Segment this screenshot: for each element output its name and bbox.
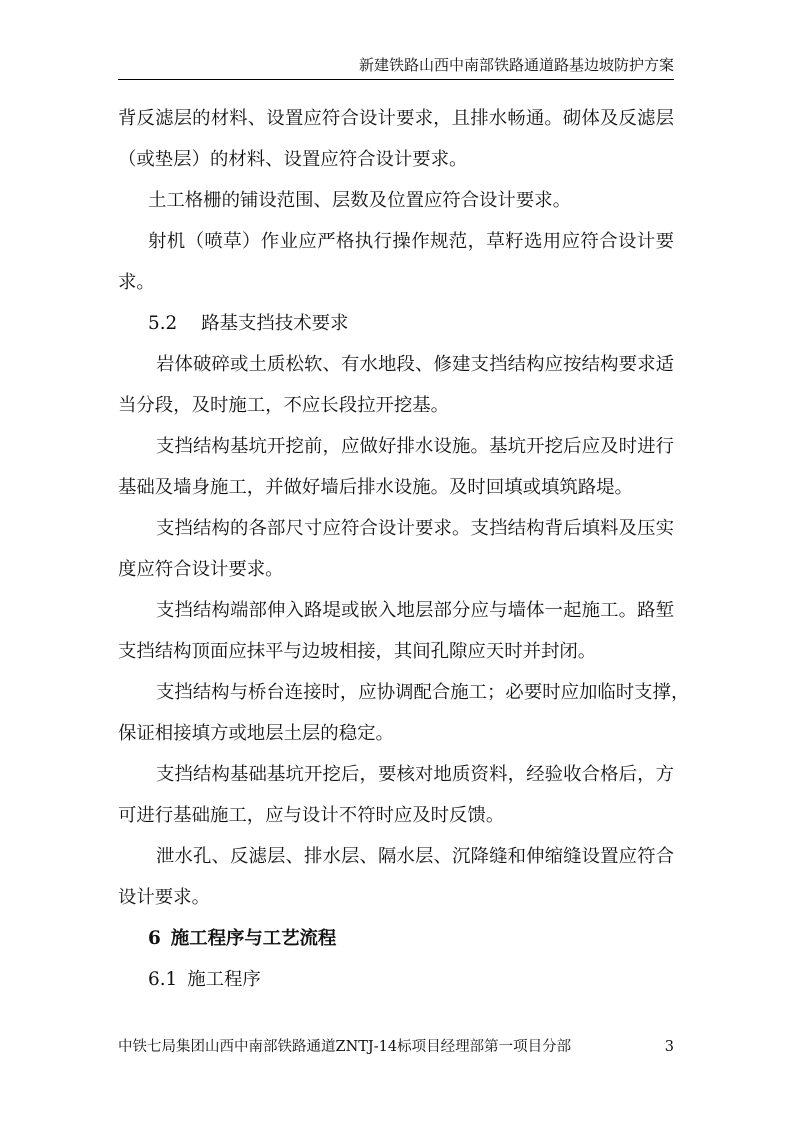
paragraph-line: 基础及墙身施工，并做好墙后排水设施。及时回填或填筑路堤。 — [118, 477, 633, 498]
header-rule — [118, 79, 674, 80]
section-title: 施工程序 — [187, 969, 261, 990]
paragraph-line: 支挡结构基坑开挖前，应做好排水设施。基坑开挖后应及时进行 — [156, 436, 674, 457]
document-body — [118, 98, 690, 1000]
paragraph-line: 支挡结构顶面应抹平与边坡相接，其间孔隙应天时并封闭。 — [118, 641, 597, 662]
paragraph-line: 岩体破碎或土质松软、有水地段、修建支挡结构应按结构要求适 — [156, 354, 674, 375]
paragraph-line: （或垫层）的材料、设置应符合设计要求。 — [118, 149, 468, 170]
section-number: 6.1 — [148, 969, 178, 990]
paragraph-line: 背反滤层的材料、设置应符合设计要求，且排水畅通。砌体及反滤层 — [118, 108, 674, 129]
paragraph-line: 射机（喷草）作业应严格执行操作规范，草籽选用应符合设计要 — [148, 231, 674, 252]
paragraph-line: 度应符合设计要求。 — [118, 559, 284, 580]
section-title: 路基支挡技术要求 — [201, 313, 349, 334]
paragraph-line: 当分段，及时施工，不应长段拉开挖基。 — [118, 395, 450, 416]
page-number: 3 — [664, 1039, 674, 1055]
header-title: 新建铁路山西中南部铁路通道路基边坡防护方案 — [358, 56, 674, 74]
paragraph-line: 支挡结构的各部尺寸应符合设计要求。支挡结构背后填料及压实 — [156, 518, 674, 539]
section-number: 6 — [148, 928, 161, 949]
paragraph-line: 支挡结构端部伸入路堤或嵌入地层部分应与墙体一起施工。路堑 — [156, 600, 674, 621]
paragraph-line: 支挡结构基础基坑开挖后，要核对地质资料，经验收合格后，方 — [156, 764, 674, 785]
section-heading-5-2 — [118, 303, 674, 344]
page-footer — [118, 1037, 674, 1057]
paragraph-line: 土工格栅的铺设范围、层数及位置应符合设计要求。 — [148, 190, 571, 211]
section-heading-6 — [118, 918, 674, 959]
page-header — [118, 54, 674, 76]
section-heading-6-1 — [118, 959, 674, 1000]
section-number: 5.2 — [148, 313, 178, 334]
section-title: 施工程序与工艺流程 — [170, 928, 337, 949]
paragraph-line: 支挡结构与桥台连接时，应协调配合施工；必要时应加临时支撑， — [156, 682, 690, 703]
paragraph-line: 保证相接填方或地层土层的稳定。 — [118, 723, 394, 744]
paragraph-line: 求。 — [118, 272, 155, 293]
paragraph-line: 泄水孔、反滤层、排水层、隔水层、沉降缝和伸缩缝设置应符合 — [156, 846, 674, 867]
paragraph-line: 设计要求。 — [118, 887, 210, 908]
paragraph-line: 可进行基础施工，应与设计不符时应及时反馈。 — [118, 805, 505, 826]
footer-organization: 中铁七局集团山西中南部铁路通道ZNTJ-14标项目经理部第一项目分部 — [118, 1039, 572, 1055]
